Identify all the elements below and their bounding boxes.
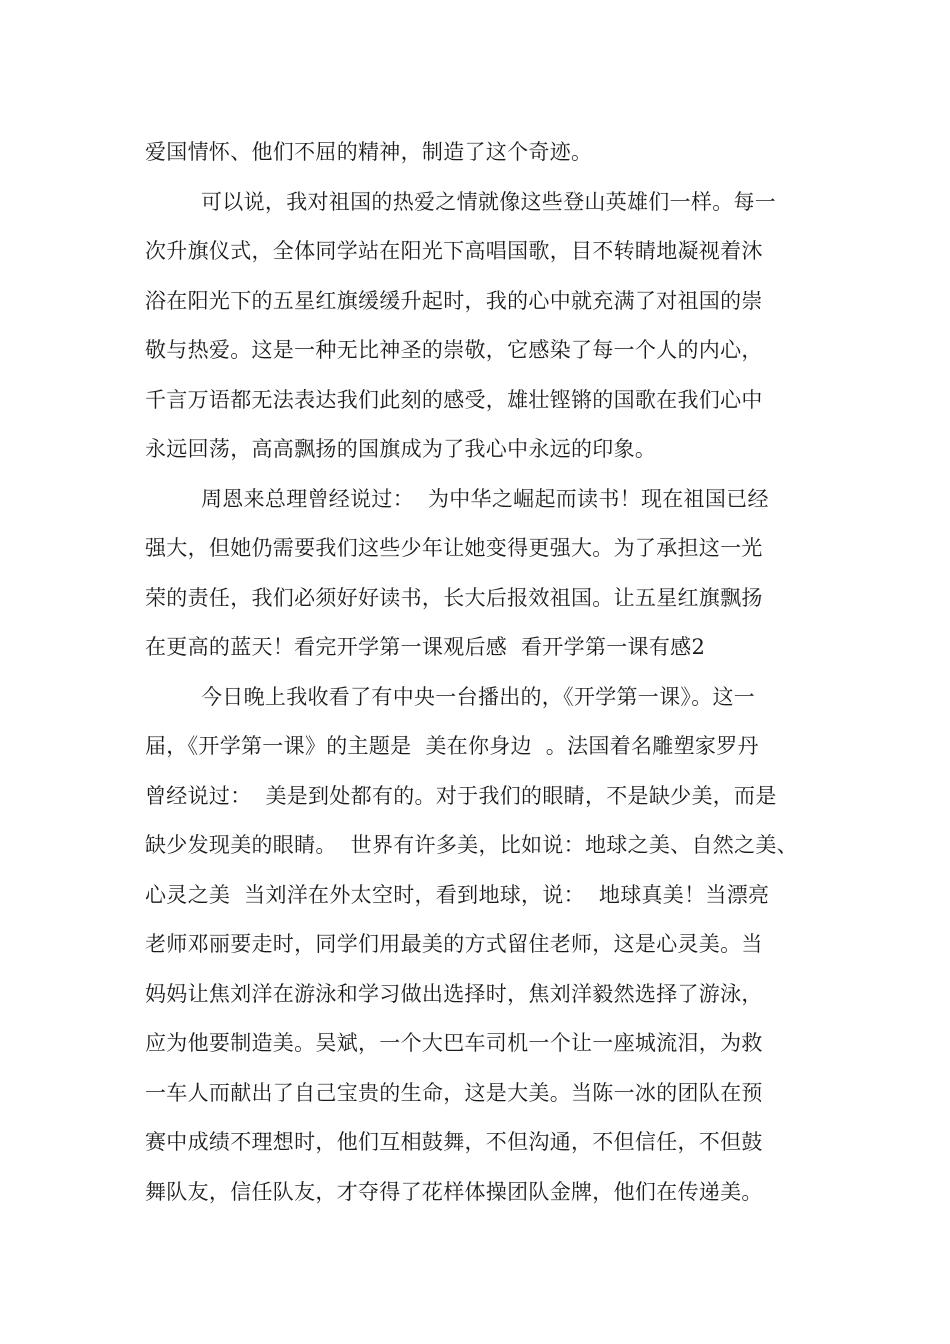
text-line: 届，《开学第一课》的主题是 美在你身边 。法国着名雕塑家罗丹 (145, 734, 759, 758)
text-line: 周恩来总理曾经说过： 为中华之崛起而读书！现在祖国已经 (201, 486, 769, 511)
text-line: 强大，但她仍需要我们这些少年让她变得更强大。为了承担这一光 (145, 536, 763, 560)
text-line: 妈妈让焦刘洋在游泳和学习做出选择时，焦刘洋毅然选择了游泳， (145, 981, 763, 1006)
text-line: 曾经说过： 美是到处都有的。对于我们的眼睛，不是缺少美，而是 (145, 783, 777, 808)
text-line: 舞队友，信任队友，才夺得了花样体操团队金牌，他们在传递美。 (145, 1179, 763, 1204)
text-line: 在更高的蓝天！看完开学第一课观后感 看开学第一课有感2 (145, 635, 706, 659)
text-line: 荣的责任，我们必须好好读书，长大后报效祖国。让五星红旗飘扬 (145, 585, 763, 610)
text-line: 千言万语都无法表达我们此刻的感受，雄壮铿锵的国歌在我们心中 (145, 387, 763, 412)
text-line: 可以说，我对祖国的热爱之情就像这些登山英雄们一样。每一 (201, 189, 777, 214)
text-line: 一车人而献出了自己宝贵的生命，这是大美。当陈一冰的团队在预 (145, 1080, 763, 1105)
text-line: 爱国情怀、他们不屈的精神，制造了这个奇迹。 (145, 140, 593, 164)
text-line: 老师邓丽要走时，同学们用最美的方式留住老师，这是心灵美。当 (145, 932, 763, 956)
text-line: 浴在阳光下的五星红旗缓缓升起时，我的心中就充满了对祖国的崇 (145, 288, 763, 313)
body-text (145, 128, 825, 1217)
text-line: 敬与热爱。这是一种无比神圣的崇敬，它感染了每一个人的内心， (145, 338, 763, 362)
text-line: 永远回荡，高高飘扬的国旗成为了我心中永远的印象。 (145, 437, 657, 461)
text-line: 应为他要制造美。吴斌，一个大巴车司机一个让一座城流泪，为救 (145, 1031, 763, 1055)
text-line: 今日晚上我收看了有中央一台播出的，《开学第一课》。这一 (201, 684, 756, 709)
text-line: 缺少发现美的眼睛。 世界有许多美，比如说：地球之美、自然之美、 (145, 833, 798, 857)
text-line: 赛中成绩不理想时，他们互相鼓舞，不但沟通，不但信任，不但鼓 (145, 1130, 763, 1154)
text-line: 次升旗仪式，全体同学站在阳光下高唱国歌，目不转睛地凝视着沐 (145, 239, 763, 263)
text-line: 心灵之美 当刘洋在外太空时，看到地球，说： 地球真美！当漂亮 (145, 882, 770, 907)
